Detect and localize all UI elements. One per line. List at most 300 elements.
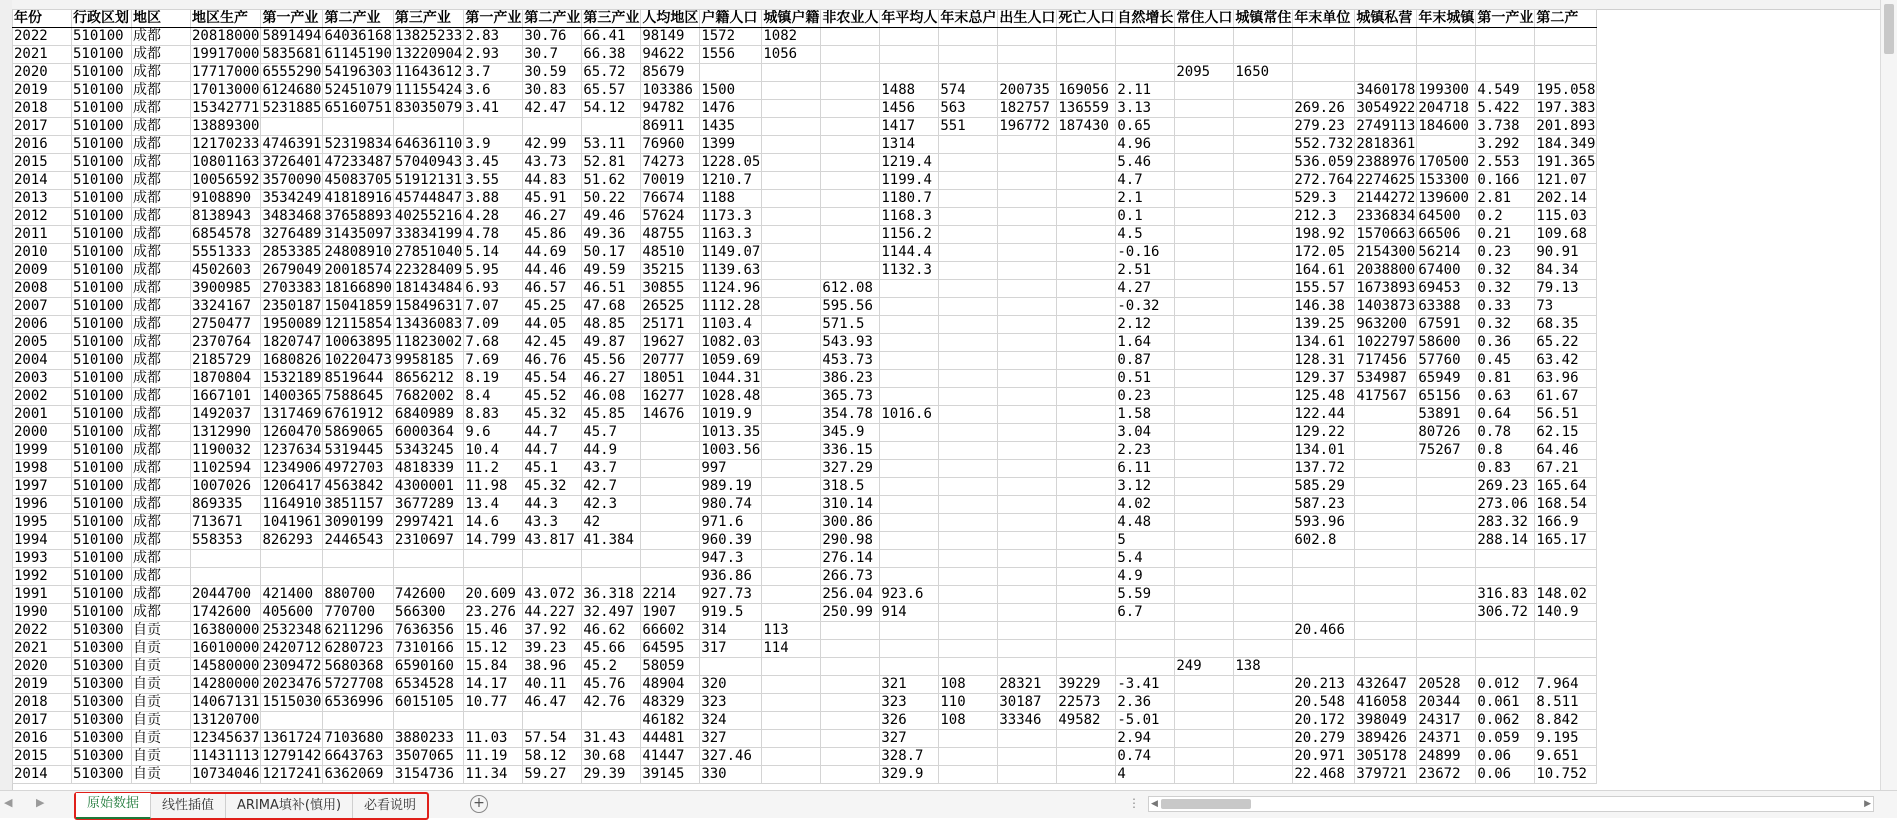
cell[interactable]: 571.5 [821,316,880,334]
cell[interactable] [1355,460,1417,478]
cell[interactable] [880,658,939,676]
cell[interactable] [998,424,1057,442]
cell[interactable]: 9.195 [1535,730,1597,748]
cell[interactable]: 2012 [13,208,72,226]
cell[interactable]: 52451079 [324,82,392,98]
cell[interactable]: 1870804 [191,370,261,388]
scroll-left-icon[interactable]: ◀ [1151,799,1158,809]
cell[interactable]: 40255216 [394,208,463,224]
cell[interactable] [1234,136,1293,154]
cell[interactable] [1293,640,1355,658]
cell[interactable] [1355,424,1417,442]
cell[interactable]: 2009 [13,262,72,280]
cell[interactable] [998,334,1057,352]
cell[interactable]: 24371 [1417,730,1476,748]
cell[interactable]: 1260470 [262,424,322,440]
sheet-nav-arrows-icon[interactable]: ◀ ▶ [4,796,55,809]
cell[interactable] [700,658,762,676]
cell[interactable]: 8519644 [323,370,393,388]
cell[interactable]: 44.7 [523,442,582,460]
cell[interactable]: 14.799 [464,532,523,550]
cell[interactable]: 4.549 [1476,82,1535,100]
cell[interactable]: 66602 [641,622,700,640]
cell[interactable]: 172.05 [1293,244,1355,262]
cell[interactable]: 453.73 [821,352,880,370]
cell[interactable] [1355,640,1417,658]
cell[interactable]: 2005 [13,334,72,352]
cell[interactable] [1175,532,1234,550]
cell[interactable] [641,460,700,478]
cell[interactable] [191,568,261,586]
cell[interactable] [523,712,582,730]
cell[interactable]: 7588645 [323,388,393,406]
cell[interactable]: 1124.96 [701,280,761,296]
cell[interactable]: 15849631 [394,298,463,314]
cell[interactable]: 45.66 [582,640,641,658]
cell[interactable] [1355,568,1417,586]
cell[interactable]: 317 [700,640,762,658]
cell[interactable]: 314 [700,622,762,640]
cell[interactable]: 30187 [998,694,1057,712]
cell[interactable] [1355,658,1417,676]
cell[interactable] [1175,100,1234,118]
cell[interactable]: 1190032 [191,442,261,460]
cell[interactable]: 379721 [1355,766,1417,784]
cell[interactable] [762,280,821,298]
cell[interactable] [998,478,1057,496]
cell[interactable]: 2020 [13,64,72,82]
cell[interactable]: 11.2 [464,460,523,478]
cell[interactable]: 22573 [1057,694,1116,712]
cell[interactable] [1234,226,1293,244]
cell[interactable] [1293,586,1355,604]
cell[interactable]: 3.88 [464,190,523,208]
cell[interactable] [1057,460,1116,478]
cell[interactable]: 成都 [132,424,191,442]
cell[interactable] [464,568,523,586]
cell[interactable] [1175,460,1234,478]
cell[interactable]: 195.058 [1536,82,1596,98]
cell[interactable]: 283.32 [1476,514,1535,532]
cell[interactable] [1057,586,1116,604]
cell[interactable]: 20.213 [1293,676,1355,694]
cell[interactable]: 4.48 [1116,514,1175,532]
cell[interactable]: 510100 [72,316,132,334]
cell[interactable]: 1435 [700,118,762,136]
cell[interactable] [762,388,821,406]
cell[interactable] [939,496,998,514]
cell[interactable] [1175,244,1234,262]
cell[interactable]: 6840989 [393,406,463,424]
cell[interactable]: 168.54 [1535,496,1597,514]
cell[interactable] [762,262,821,280]
cell[interactable]: 0.51 [1116,370,1175,388]
vertical-scrollbar[interactable] [1880,0,1897,790]
cell[interactable]: 109.68 [1535,226,1597,244]
cell[interactable] [998,730,1057,748]
cell[interactable]: 1149.07 [701,244,761,260]
cell[interactable]: 20.172 [1293,712,1355,730]
cell[interactable] [1535,550,1597,568]
cell[interactable]: 971.6 [700,514,762,532]
cell[interactable] [1234,730,1293,748]
sheet-tab[interactable]: ARIMA填补(慎用) [226,794,353,818]
cell[interactable] [821,748,880,766]
cell[interactable]: 336.15 [821,442,880,460]
cell[interactable] [1057,532,1116,550]
cell[interactable]: 2021 [13,640,72,658]
cell[interactable] [1234,406,1293,424]
cell[interactable]: 2015 [13,748,72,766]
cell[interactable]: 37.92 [523,622,582,640]
cell[interactable] [762,298,821,316]
cell[interactable]: 20.609 [464,586,523,604]
cell[interactable]: 1210.7 [700,172,762,190]
cell[interactable]: 30.83 [523,82,582,100]
cell[interactable]: 936.86 [700,568,762,586]
cell[interactable] [821,28,880,46]
cell[interactable]: 1997 [13,478,72,496]
cell[interactable]: 86911 [641,118,700,136]
cell[interactable]: 1163.3 [700,226,762,244]
cell[interactable]: 115.03 [1535,208,1597,226]
cell[interactable] [939,442,998,460]
cell[interactable] [1234,244,1293,262]
cell[interactable]: 11.19 [464,748,523,766]
cell[interactable]: 306.72 [1476,604,1535,622]
cell[interactable]: 6761912 [323,406,393,424]
cell[interactable] [1057,424,1116,442]
cell[interactable]: 0.2 [1476,208,1535,226]
column-header[interactable]: 第二产 [1535,10,1597,28]
cell[interactable]: 23672 [1417,766,1476,784]
cell[interactable]: 6211296 [323,622,393,640]
cell[interactable]: 1003.56 [701,442,761,458]
cell[interactable]: 1500 [700,82,762,100]
cell[interactable]: 29.39 [582,766,641,784]
cell[interactable] [939,586,998,604]
cell[interactable]: 330 [700,766,762,784]
cell[interactable]: 184600 [1417,118,1476,136]
cell[interactable]: 成都 [132,208,191,226]
cell[interactable]: 1417 [880,118,939,136]
cell[interactable]: 1667101 [191,388,261,406]
cell[interactable] [939,532,998,550]
cell[interactable]: 8.511 [1535,694,1597,712]
cell[interactable]: 9.651 [1535,748,1597,766]
cell[interactable]: 16010000 [192,640,260,656]
cell[interactable]: 44481 [641,730,700,748]
cell[interactable] [821,118,880,136]
cell[interactable]: 66.38 [582,46,641,64]
cell[interactable]: 56.51 [1535,406,1597,424]
cell[interactable]: 121.07 [1535,172,1597,190]
cell[interactable]: 0.32 [1476,262,1535,280]
cell[interactable]: 2021 [13,46,72,64]
cell[interactable]: 510100 [72,532,132,550]
cell[interactable]: 510100 [72,262,132,280]
column-header[interactable]: 年末城镇 [1418,10,1475,26]
column-header[interactable]: 城镇私营 [1355,10,1417,28]
cell[interactable] [939,370,998,388]
cell[interactable] [1116,622,1175,640]
cell[interactable] [1355,514,1417,532]
cell[interactable] [1355,604,1417,622]
cell[interactable]: 947.3 [700,550,762,568]
cell[interactable] [939,730,998,748]
cell[interactable]: 42.3 [582,496,641,514]
cell[interactable]: 98149 [641,28,700,46]
cell[interactable]: 20.548 [1293,694,1355,712]
cell[interactable]: 14067131 [192,694,260,710]
cell[interactable] [939,226,998,244]
cell[interactable] [1057,604,1116,622]
cell[interactable] [1175,496,1234,514]
cell[interactable]: 65.57 [582,82,641,100]
cell[interactable]: 2.36 [1116,694,1175,712]
cell[interactable]: 2350187 [262,298,322,314]
cell[interactable] [1175,730,1234,748]
cell[interactable] [880,640,939,658]
cell[interactable]: 2.81 [1476,190,1535,208]
cell[interactable] [880,388,939,406]
cell[interactable]: 510100 [72,352,132,370]
cell[interactable]: 19627 [641,334,700,352]
cell[interactable] [998,406,1057,424]
cell[interactable]: 272.764 [1294,172,1354,188]
cell[interactable] [939,424,998,442]
cell[interactable]: 46.27 [582,370,641,388]
cell[interactable]: 19917000 [192,46,260,62]
cell[interactable] [821,64,880,82]
cell[interactable] [762,694,821,712]
cell[interactable] [998,658,1057,676]
cell[interactable] [1057,730,1116,748]
cell[interactable]: 7.07 [464,298,523,316]
cell[interactable]: 510100 [72,136,132,154]
cell[interactable] [762,172,821,190]
cell[interactable]: 129.37 [1293,370,1355,388]
cell[interactable]: 48904 [641,676,700,694]
cell[interactable]: 7103680 [323,730,393,748]
column-header[interactable]: 年平均人 [881,10,938,26]
cell[interactable]: 16277 [641,388,700,406]
cell[interactable]: 2004 [13,352,72,370]
cell[interactable]: 94782 [641,100,700,118]
cell[interactable]: 3.04 [1116,424,1175,442]
cell[interactable]: 1990 [13,604,72,622]
cell[interactable]: 2019 [13,82,72,100]
cell[interactable]: 45.7 [582,424,641,442]
cell[interactable]: 47.68 [582,298,641,316]
cell[interactable]: 1219.4 [880,154,939,172]
cell[interactable]: 0.06 [1476,748,1535,766]
cell[interactable]: 1570663 [1356,226,1416,242]
cell[interactable] [762,190,821,208]
cell[interactable] [1234,442,1293,460]
cell[interactable]: 2420712 [262,640,322,656]
cell[interactable] [998,244,1057,262]
cell[interactable] [582,550,641,568]
cell[interactable] [939,136,998,154]
cell[interactable]: 42.76 [582,694,641,712]
cell[interactable] [998,388,1057,406]
cell[interactable]: 139.25 [1293,316,1355,334]
cell[interactable]: 30.68 [582,748,641,766]
cell[interactable]: 3900985 [191,280,261,298]
cell[interactable]: 6362069 [323,766,393,784]
cell[interactable] [1175,766,1234,784]
cell[interactable]: 510100 [72,118,132,136]
cell[interactable]: 0.36 [1476,334,1535,352]
cell[interactable] [939,478,998,496]
cell[interactable] [1175,622,1234,640]
cell[interactable]: 288.14 [1476,532,1535,550]
cell[interactable] [1057,244,1116,262]
cell[interactable] [641,514,700,532]
cell[interactable]: 1156.2 [880,226,939,244]
cell[interactable]: 324 [700,712,762,730]
cell[interactable] [191,550,261,568]
cell[interactable]: 3570090 [262,172,322,188]
cell[interactable]: 197.383 [1536,100,1596,116]
cell[interactable] [821,640,880,658]
cell[interactable]: 64595 [641,640,700,658]
cell[interactable] [1175,478,1234,496]
cell[interactable] [1175,370,1234,388]
cell[interactable]: 0.63 [1476,388,1535,406]
cell[interactable]: 250.99 [821,604,880,622]
cell[interactable]: 0.061 [1476,694,1535,712]
cell[interactable] [762,748,821,766]
cell[interactable] [1057,550,1116,568]
cell[interactable]: 510300 [72,622,132,640]
cell[interactable]: 1998 [13,460,72,478]
cell[interactable]: 成都 [132,550,191,568]
cell[interactable] [880,280,939,298]
cell[interactable] [762,766,821,784]
cell[interactable]: 534987 [1355,370,1417,388]
cell[interactable] [1234,190,1293,208]
cell[interactable]: 40.11 [523,676,582,694]
cell[interactable] [1293,550,1355,568]
cell[interactable]: 1059.69 [701,352,761,368]
cell[interactable]: 1234906 [262,460,322,476]
cell[interactable]: 45.56 [582,352,641,370]
cell[interactable]: 2015 [13,154,72,172]
horizontal-scroll-thumb[interactable] [1161,799,1251,809]
cell[interactable]: 成都 [132,118,191,136]
cell[interactable]: 3.41 [464,100,523,118]
cell[interactable]: -5.01 [1116,712,1175,730]
cell[interactable]: 1399 [700,136,762,154]
cell[interactable]: 5869065 [323,424,393,442]
cell[interactable] [1234,586,1293,604]
cell[interactable]: 0.45 [1476,352,1535,370]
cell[interactable]: 20.279 [1293,730,1355,748]
cell[interactable] [1175,82,1234,100]
cell[interactable] [1175,46,1234,64]
cell[interactable] [998,604,1057,622]
cell[interactable] [1175,604,1234,622]
cell[interactable]: 自贡 [132,658,191,676]
cell[interactable]: 0.32 [1476,316,1535,334]
cell[interactable]: 510100 [72,28,132,46]
cell[interactable] [939,154,998,172]
cell[interactable] [821,622,880,640]
cell[interactable] [1175,118,1234,136]
cell[interactable]: 2703383 [262,280,322,296]
cell[interactable]: 4.5 [1116,226,1175,244]
cell[interactable]: 4818339 [393,460,463,478]
cell[interactable]: 4.78 [464,226,523,244]
cell[interactable]: 3054922 [1356,100,1416,116]
cell[interactable]: 57760 [1417,352,1476,370]
cell[interactable]: 3.6 [464,82,523,100]
cell[interactable] [1175,154,1234,172]
cell[interactable]: 2.94 [1116,730,1175,748]
cell[interactable] [700,64,762,82]
sheet-tab[interactable]: 线性插值 [151,794,226,818]
cell[interactable] [1234,172,1293,190]
cell[interactable] [1175,208,1234,226]
cell[interactable]: 53.11 [582,136,641,154]
cell[interactable]: 42.47 [523,100,582,118]
column-header[interactable]: 城镇常住 [1235,10,1292,26]
cell[interactable]: 46.47 [523,694,582,712]
cell[interactable] [762,370,821,388]
cell[interactable]: 2370764 [191,334,261,352]
cell[interactable]: 510100 [72,406,132,424]
cell[interactable] [1175,352,1234,370]
cell[interactable]: 4972703 [323,460,393,478]
cell[interactable]: 65.22 [1535,334,1597,352]
cell[interactable]: 6280723 [323,640,393,658]
cell[interactable]: 49.87 [582,334,641,352]
cell[interactable]: 5835681 [262,46,322,62]
cell[interactable] [1175,172,1234,190]
cell[interactable]: 1206417 [262,478,322,494]
cell[interactable]: 2011 [13,226,72,244]
cell[interactable]: 2.12 [1116,316,1175,334]
cell[interactable]: 416058 [1355,694,1417,712]
cell[interactable] [762,568,821,586]
cell[interactable]: 1199.4 [880,172,939,190]
cell[interactable]: 46.27 [523,208,582,226]
cell[interactable]: 2016 [13,136,72,154]
cell[interactable]: 2388976 [1356,154,1416,170]
cell[interactable]: 52319834 [324,136,392,152]
cell[interactable]: 自贡 [132,694,191,712]
cell[interactable]: 65.72 [582,64,641,82]
cell[interactable]: 510100 [72,424,132,442]
cell[interactable]: 5680368 [323,658,393,676]
column-header[interactable]: 地区生产 [191,10,261,28]
cell[interactable]: 5.95 [464,262,523,280]
cell[interactable]: 5727708 [323,676,393,694]
cell[interactable]: 44.7 [523,424,582,442]
cell[interactable] [1234,388,1293,406]
cell[interactable] [1234,460,1293,478]
cell[interactable]: 2144272 [1356,190,1416,206]
cell[interactable]: 46.62 [582,622,641,640]
cell[interactable] [998,208,1057,226]
cell[interactable]: 44.9 [582,442,641,460]
cell[interactable]: 510100 [72,514,132,532]
cell[interactable]: 1456 [880,100,939,118]
cell[interactable]: 202.14 [1535,190,1597,208]
cell[interactable] [1417,604,1476,622]
